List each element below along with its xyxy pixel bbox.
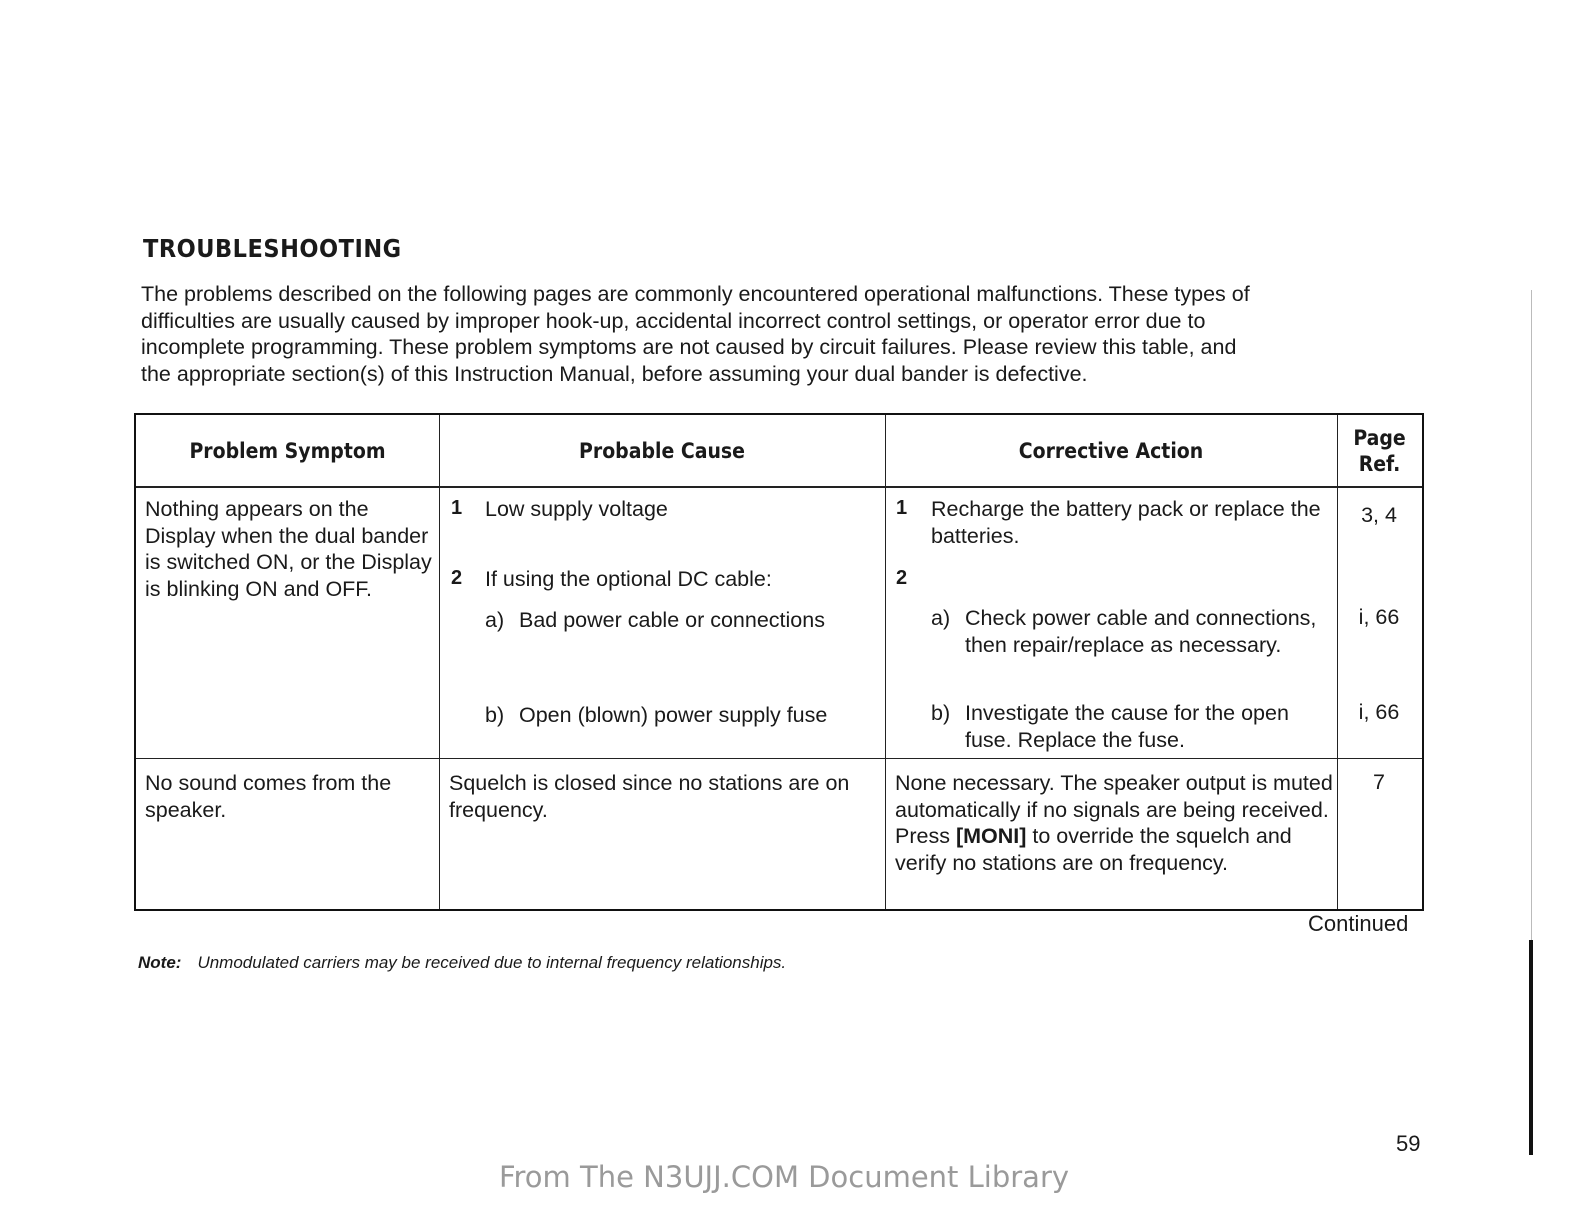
sub-text: Bad power cable or connections xyxy=(519,608,825,632)
note-label: Note: xyxy=(138,953,182,972)
header-divider xyxy=(136,486,1422,488)
column-divider xyxy=(885,415,886,909)
intro-line: difficulties are usually caused by improper hook-up, accidental incorrect control settings, or operator error due to xyxy=(141,308,1206,333)
header-page-ref xyxy=(1337,421,1422,481)
row1-cause-sub-b xyxy=(485,702,880,729)
header-page-ref-line2: Ref. xyxy=(1358,452,1401,476)
row2-action-text: None necessary. The speaker output is muted automatically if no signals are being received. Press xyxy=(895,771,1333,848)
column-divider xyxy=(1337,415,1338,909)
row1-action-sub-a: Check power cable and connections, then repair/replace as necessary. xyxy=(965,606,1317,657)
header-page-ref-line1: Page xyxy=(1353,426,1406,450)
header-corrective-action: Corrective Action xyxy=(1018,438,1204,463)
row1-cause-sub-a xyxy=(485,607,880,634)
header-probable-cause: Probable Cause xyxy=(579,438,745,463)
note xyxy=(138,953,786,973)
row1-cause-item-number: 1 xyxy=(451,497,463,519)
intro-line: incomplete programming. These problem symptoms are not caused by circuit failures. Please review this table, and xyxy=(141,335,1237,359)
header-problem-symptom: Problem Symptom xyxy=(189,438,386,463)
row1-cause-item2: If using the optional DC cable: xyxy=(485,567,772,591)
footer-watermark: From The N3UJJ.COM Document Library xyxy=(498,1160,1070,1194)
row1-cause-item1: Low supply voltage xyxy=(485,497,668,521)
row1-ref-item1: 3, 4 xyxy=(1361,503,1397,527)
row1-action-sub-b: Investigate the cause for the open fuse. Replace the fuse. xyxy=(965,701,1289,752)
row1-action-item-number: 2 xyxy=(896,567,908,589)
sub-text: Open (blown) power supply fuse xyxy=(519,703,828,727)
row1-action-sub-a-label: a) xyxy=(931,606,951,630)
row1-symptom: Nothing appears on the Display when the dual bander is switched ON, or the Display is blinking ON and OFF. xyxy=(145,497,432,601)
intro-line: the appropriate section(s) of this Instruction Manual, before assuming your dual bander is defective. xyxy=(141,361,1088,386)
continued-label: Continued xyxy=(1308,911,1409,936)
scan-edge-line xyxy=(1531,290,1532,940)
row2-action xyxy=(895,770,1335,876)
intro-paragraph xyxy=(141,281,1441,387)
row1-action-item-number: 1 xyxy=(896,497,908,519)
column-divider xyxy=(439,415,440,909)
scan-edge-bar xyxy=(1529,940,1533,1155)
sub-label: a) xyxy=(485,608,505,632)
note-text: Unmodulated carriers may be received due to internal frequency relationships. xyxy=(197,953,787,972)
row1-action-item1: Recharge the battery pack or replace the batteries. xyxy=(931,497,1321,548)
row2-ref: 7 xyxy=(1373,770,1385,794)
sub-label: b) xyxy=(485,703,505,727)
row1-action-sub-b-label: b) xyxy=(931,701,951,725)
row1-ref-sub-b: i, 66 xyxy=(1358,700,1400,724)
moni-key-label: [MONI] xyxy=(955,824,1027,848)
row-divider xyxy=(136,758,1422,759)
intro-line: The problems described on the following pages are commonly encountered operational malfunctions. These types of xyxy=(141,282,1250,306)
troubleshooting-table xyxy=(134,413,1424,911)
row1-ref-sub-a: i, 66 xyxy=(1358,605,1400,629)
row2-action-text: to override the squelch and verify no stations are on frequency. xyxy=(895,824,1292,875)
row1-cause-item-number: 2 xyxy=(451,567,463,589)
page-title: TROUBLESHOOTING xyxy=(143,234,402,263)
row2-symptom: No sound comes from the speaker. xyxy=(145,771,392,822)
page-number: 59 xyxy=(1396,1131,1421,1156)
row2-cause: Squelch is closed since no stations are on frequency. xyxy=(449,771,850,822)
